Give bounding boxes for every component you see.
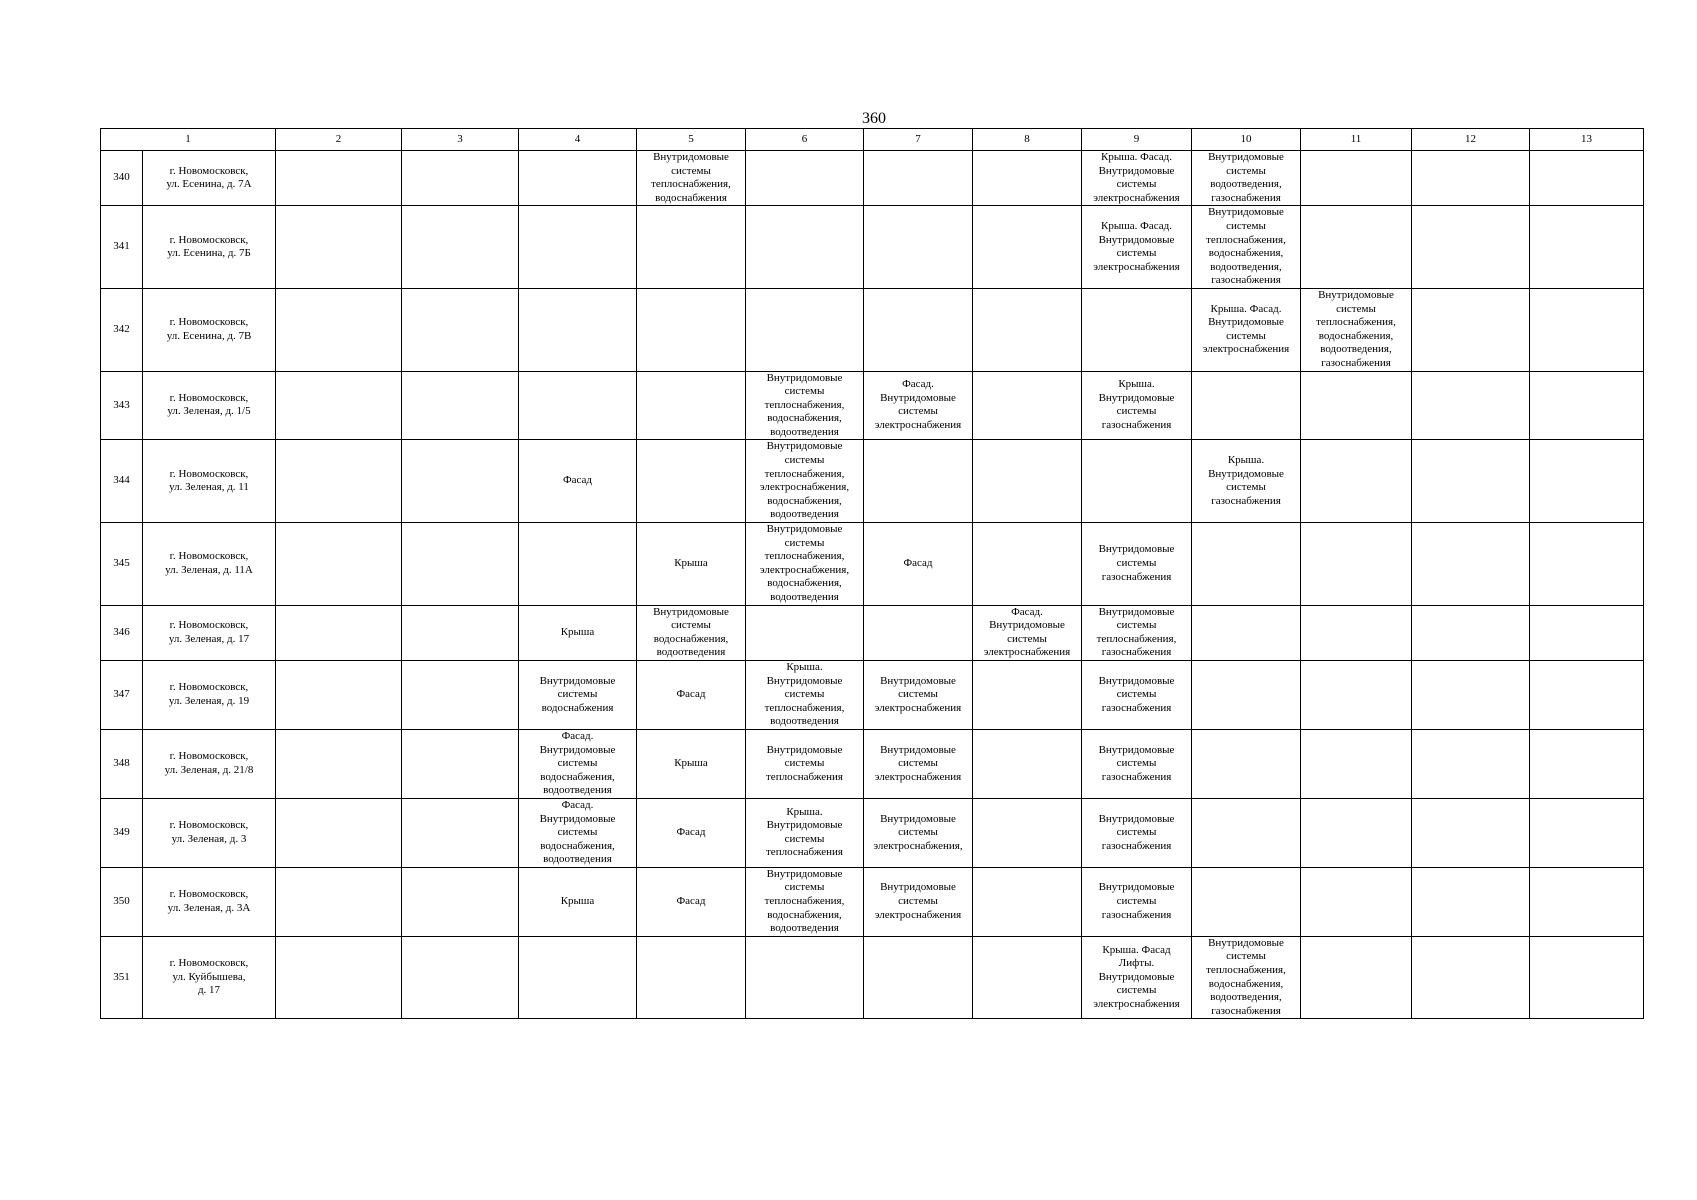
work-cell-col-7: Внутридомовые системы электроснабжения	[864, 729, 973, 798]
work-cell-col-8	[973, 936, 1082, 1019]
work-cell-col-5: Фасад	[637, 867, 746, 936]
work-cell-col-6	[746, 206, 864, 289]
work-cell-col-2	[276, 729, 402, 798]
work-cell-col-13	[1530, 206, 1644, 289]
work-cell-col-8	[973, 151, 1082, 206]
column-header-10: 10	[1192, 129, 1301, 151]
column-header-2: 2	[276, 129, 402, 151]
work-cell-col-9	[1082, 288, 1192, 371]
work-cell-col-5: Внутридомовые системы теплоснабжения, водоснабжения	[637, 151, 746, 206]
work-cell-col-7: Внутридомовые системы электроснабжения	[864, 867, 973, 936]
column-header-12: 12	[1412, 129, 1530, 151]
work-cell-col-12	[1412, 371, 1530, 440]
work-cell-col-13	[1530, 798, 1644, 867]
work-cell-col-8: Фасад. Внутридомовые системы электроснабжения	[973, 605, 1082, 660]
work-cell-col-9: Внутридомовые системы газоснабжения	[1082, 729, 1192, 798]
column-header-6: 6	[746, 129, 864, 151]
work-cell-col-10	[1192, 523, 1301, 606]
work-cell-col-12	[1412, 440, 1530, 523]
row-number: 342	[101, 288, 143, 371]
work-cell-col-4	[519, 206, 637, 289]
column-header-3: 3	[402, 129, 519, 151]
work-cell-col-8	[973, 867, 1082, 936]
work-cell-col-12	[1412, 605, 1530, 660]
work-cell-col-13	[1530, 523, 1644, 606]
work-cell-col-4	[519, 523, 637, 606]
header-row	[101, 129, 1644, 151]
work-cell-col-5	[637, 206, 746, 289]
work-cell-col-9: Крыша. Фасад Лифты. Внутридомовые системы электроснабжения	[1082, 936, 1192, 1019]
address-cell: г. Новомосковск, ул. Есенина, д. 7В	[143, 288, 276, 371]
work-cell-col-2	[276, 867, 402, 936]
address-cell: г. Новомосковск, ул. Зеленая, д. 3	[143, 798, 276, 867]
work-cell-col-9: Внутридомовые системы газоснабжения	[1082, 867, 1192, 936]
work-cell-col-12	[1412, 206, 1530, 289]
work-cell-col-3	[402, 206, 519, 289]
table-row	[101, 371, 1644, 440]
work-cell-col-7: Фасад. Внутридомовые системы электроснабжения	[864, 371, 973, 440]
column-header-7: 7	[864, 129, 973, 151]
work-cell-col-10: Внутридомовые системы теплоснабжения, водоснабжения, водоотведения, газоснабжения	[1192, 936, 1301, 1019]
work-cell-col-9: Внутридомовые системы газоснабжения	[1082, 798, 1192, 867]
work-cell-col-8	[973, 288, 1082, 371]
column-header-11: 11	[1301, 129, 1412, 151]
work-cell-col-7: Внутридомовые системы электроснабжения	[864, 660, 973, 729]
table-header	[101, 129, 1644, 151]
work-cell-col-10: Крыша. Фасад. Внутридомовые системы электроснабжения	[1192, 288, 1301, 371]
work-cell-col-8	[973, 440, 1082, 523]
work-cell-col-4: Фасад. Внутридомовые системы водоснабжения, водоотведения	[519, 729, 637, 798]
address-cell: г. Новомосковск, ул. Зеленая, д. 17	[143, 605, 276, 660]
work-cell-col-9: Внутридомовые системы газоснабжения	[1082, 660, 1192, 729]
work-cell-col-4	[519, 936, 637, 1019]
column-header-13: 13	[1530, 129, 1644, 151]
work-cell-col-10: Внутридомовые системы теплоснабжения, водоснабжения, водоотведения, газоснабжения	[1192, 206, 1301, 289]
page-number: 360	[862, 110, 886, 127]
work-cell-col-12	[1412, 729, 1530, 798]
work-cell-col-2	[276, 371, 402, 440]
work-cell-col-5: Крыша	[637, 729, 746, 798]
work-cell-col-5	[637, 440, 746, 523]
work-cell-col-2	[276, 605, 402, 660]
work-cell-col-9: Крыша. Внутридомовые системы газоснабжения	[1082, 371, 1192, 440]
work-cell-col-2	[276, 288, 402, 371]
work-cell-col-6	[746, 288, 864, 371]
work-cell-col-5	[637, 371, 746, 440]
table-row	[101, 660, 1644, 729]
work-cell-col-4	[519, 288, 637, 371]
work-cell-col-2	[276, 936, 402, 1019]
work-cell-col-5: Фасад	[637, 798, 746, 867]
address-cell: г. Новомосковск, ул. Зеленая, д. 1/5	[143, 371, 276, 440]
work-cell-col-10: Внутридомовые системы водоотведения, газоснабжения	[1192, 151, 1301, 206]
work-cell-col-3	[402, 440, 519, 523]
work-cell-col-13	[1530, 288, 1644, 371]
table-row	[101, 729, 1644, 798]
work-cell-col-5: Крыша	[637, 523, 746, 606]
work-cell-col-12	[1412, 523, 1530, 606]
work-cell-col-3	[402, 936, 519, 1019]
work-cell-col-6	[746, 605, 864, 660]
work-cell-col-3	[402, 798, 519, 867]
address-cell: г. Новомосковск, ул. Есенина, д. 7Б	[143, 206, 276, 289]
address-cell: г. Новомосковск, ул. Зеленая, д. 3А	[143, 867, 276, 936]
work-cell-col-7: Фасад	[864, 523, 973, 606]
work-cell-col-10: Крыша. Внутридомовые системы газоснабжения	[1192, 440, 1301, 523]
table-row	[101, 440, 1644, 523]
column-header-4: 4	[519, 129, 637, 151]
work-cell-col-4: Фасад. Внутридомовые системы водоснабжения, водоотведения	[519, 798, 637, 867]
column-header-9: 9	[1082, 129, 1192, 151]
row-number: 345	[101, 523, 143, 606]
row-number: 340	[101, 151, 143, 206]
work-cell-col-10	[1192, 371, 1301, 440]
work-cell-col-11: Внутридомовые системы теплоснабжения, водоснабжения, водоотведения, газоснабжения	[1301, 288, 1412, 371]
work-cell-col-6: Внутридомовые системы теплоснабжения, электроснабжения, водоснабжения, водоотведения	[746, 523, 864, 606]
work-cell-col-3	[402, 523, 519, 606]
work-cell-col-3	[402, 151, 519, 206]
address-cell: г. Новомосковск, ул. Зеленая, д. 19	[143, 660, 276, 729]
row-number: 349	[101, 798, 143, 867]
address-cell: г. Новомосковск, ул. Зеленая, д. 21/8	[143, 729, 276, 798]
work-cell-col-6: Внутридомовые системы теплоснабжения, электроснабжения, водоснабжения, водоотведения	[746, 440, 864, 523]
work-cell-col-11	[1301, 729, 1412, 798]
work-cell-col-5: Фасад	[637, 660, 746, 729]
work-cell-col-12	[1412, 936, 1530, 1019]
work-cell-col-6	[746, 936, 864, 1019]
column-header-5: 5	[637, 129, 746, 151]
work-cell-col-7	[864, 288, 973, 371]
table-row	[101, 867, 1644, 936]
work-cell-col-6: Внутридомовые системы теплоснабжения, водоснабжения, водоотведения	[746, 867, 864, 936]
work-cell-col-3	[402, 729, 519, 798]
work-cell-col-3	[402, 371, 519, 440]
repair-schedule-table	[100, 128, 1644, 1019]
address-cell: г. Новомосковск, ул. Куйбышева, д. 17	[143, 936, 276, 1019]
work-cell-col-13	[1530, 151, 1644, 206]
work-cell-col-12	[1412, 867, 1530, 936]
work-cell-col-13	[1530, 371, 1644, 440]
work-cell-col-12	[1412, 151, 1530, 206]
work-cell-col-6: Внутридомовые системы теплоснабжения	[746, 729, 864, 798]
work-cell-col-8	[973, 729, 1082, 798]
work-cell-col-9: Крыша. Фасад. Внутридомовые системы электроснабжения	[1082, 206, 1192, 289]
work-cell-col-7	[864, 936, 973, 1019]
work-cell-col-3	[402, 867, 519, 936]
row-number: 347	[101, 660, 143, 729]
row-number: 341	[101, 206, 143, 289]
work-cell-col-7	[864, 605, 973, 660]
table-body	[101, 151, 1644, 1019]
row-number: 350	[101, 867, 143, 936]
work-cell-col-10	[1192, 660, 1301, 729]
work-cell-col-9: Внутридомовые системы газоснабжения	[1082, 523, 1192, 606]
work-cell-col-11	[1301, 936, 1412, 1019]
work-cell-col-7	[864, 151, 973, 206]
work-cell-col-6: Крыша. Внутридомовые системы теплоснабжения, водоотведения	[746, 660, 864, 729]
work-cell-col-11	[1301, 440, 1412, 523]
work-cell-col-13	[1530, 660, 1644, 729]
work-cell-col-8	[973, 371, 1082, 440]
work-cell-col-4: Крыша	[519, 605, 637, 660]
row-number: 351	[101, 936, 143, 1019]
work-cell-col-13	[1530, 605, 1644, 660]
work-cell-col-8	[973, 523, 1082, 606]
address-cell: г. Новомосковск, ул. Зеленая, д. 11А	[143, 523, 276, 606]
work-cell-col-9: Внутридомовые системы теплоснабжения, газоснабжения	[1082, 605, 1192, 660]
work-cell-col-2	[276, 206, 402, 289]
table-row	[101, 798, 1644, 867]
table-row	[101, 605, 1644, 660]
table-row	[101, 206, 1644, 289]
work-cell-col-4: Крыша	[519, 867, 637, 936]
work-cell-col-2	[276, 523, 402, 606]
work-cell-col-2	[276, 660, 402, 729]
work-cell-col-3	[402, 660, 519, 729]
address-cell: г. Новомосковск, ул. Зеленая, д. 11	[143, 440, 276, 523]
work-cell-col-11	[1301, 371, 1412, 440]
column-header-8: 8	[973, 129, 1082, 151]
work-cell-col-12	[1412, 798, 1530, 867]
work-cell-col-11	[1301, 151, 1412, 206]
row-number: 348	[101, 729, 143, 798]
row-number: 343	[101, 371, 143, 440]
work-cell-col-6: Крыша. Внутридомовые системы теплоснабжения	[746, 798, 864, 867]
table-row	[101, 523, 1644, 606]
work-cell-col-5	[637, 288, 746, 371]
work-cell-col-2	[276, 798, 402, 867]
work-cell-col-4	[519, 371, 637, 440]
work-cell-col-4: Фасад	[519, 440, 637, 523]
row-number: 346	[101, 605, 143, 660]
column-header-1: 1	[101, 129, 276, 151]
work-cell-col-7	[864, 206, 973, 289]
table-row	[101, 151, 1644, 206]
work-cell-col-13	[1530, 936, 1644, 1019]
work-cell-col-9	[1082, 440, 1192, 523]
work-cell-col-2	[276, 440, 402, 523]
work-cell-col-6	[746, 151, 864, 206]
work-cell-col-3	[402, 288, 519, 371]
work-cell-col-9: Крыша. Фасад. Внутридомовые системы электроснабжения	[1082, 151, 1192, 206]
work-cell-col-4: Внутридомовые системы водоснабжения	[519, 660, 637, 729]
work-cell-col-8	[973, 660, 1082, 729]
work-cell-col-10	[1192, 729, 1301, 798]
work-cell-col-10	[1192, 605, 1301, 660]
work-cell-col-7: Внутридомовые системы электроснабжения,	[864, 798, 973, 867]
address-cell: г. Новомосковск, ул. Есенина, д. 7А	[143, 151, 276, 206]
work-cell-col-11	[1301, 867, 1412, 936]
work-cell-col-8	[973, 206, 1082, 289]
work-cell-col-10	[1192, 798, 1301, 867]
work-cell-col-12	[1412, 288, 1530, 371]
row-number: 344	[101, 440, 143, 523]
work-cell-col-5	[637, 936, 746, 1019]
table-row	[101, 288, 1644, 371]
table-row	[101, 936, 1644, 1019]
work-cell-col-11	[1301, 523, 1412, 606]
work-cell-col-10	[1192, 867, 1301, 936]
work-cell-col-13	[1530, 729, 1644, 798]
work-cell-col-11	[1301, 206, 1412, 289]
work-cell-col-6: Внутридомовые системы теплоснабжения, водоснабжения, водоотведения	[746, 371, 864, 440]
work-cell-col-5: Внутридомовые системы водоснабжения, водоотведения	[637, 605, 746, 660]
work-cell-col-11	[1301, 660, 1412, 729]
work-cell-col-4	[519, 151, 637, 206]
work-cell-col-13	[1530, 867, 1644, 936]
work-cell-col-2	[276, 151, 402, 206]
work-cell-col-11	[1301, 798, 1412, 867]
work-cell-col-12	[1412, 660, 1530, 729]
work-cell-col-11	[1301, 605, 1412, 660]
work-cell-col-7	[864, 440, 973, 523]
work-cell-col-13	[1530, 440, 1644, 523]
work-cell-col-8	[973, 798, 1082, 867]
work-cell-col-3	[402, 605, 519, 660]
